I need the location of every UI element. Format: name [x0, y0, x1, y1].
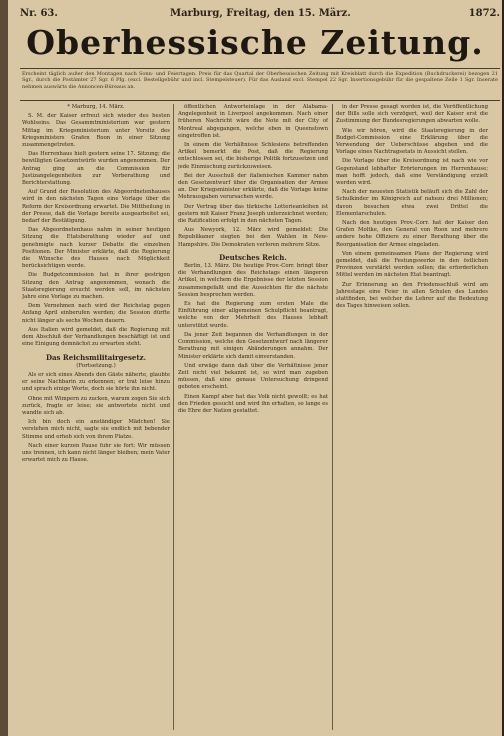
article-paragraph: In einem die Verhältnisse Schlesiens betreffenden Artikel bemerkt die Post, daß die Regierung entschlossen sei, die bisherige Politik fortzusetzen und jede Einmischung zurückzuweisen.: [178, 142, 328, 170]
article-paragraph: Das Abgeordnetenhaus nahm in seiner heutigen Sitzung die Etatsberathung wieder auf und genehmigte nach kurzer Debatte die einzelnen Positionen. Der Minister erklärte, daß die Regierung die Wünsche des Hauses nach Möglichkeit berücksichtigen werde.: [22, 227, 170, 270]
article-paragraph: in der Presse gesagt worden ist, die Veröffentlichung der Bills solle sich verzögert, weil der Kaiser erst die Zustimmung der Bundesregierungen abwarten wolle.: [336, 104, 488, 125]
article-paragraph: Nach einer kurzen Pause fuhr sie fort: Wir müssen uns trennen, ich kann nicht länger bleiben; mein Vater erwartet mich zu Hause.: [22, 442, 170, 464]
issue-place-date: Marburg, Freitag, den 15. März.: [170, 8, 351, 19]
section-subheading: (Fortsetzung.): [76, 362, 116, 369]
header-rule: [20, 100, 500, 101]
column-1: [22, 104, 170, 734]
column-divider: [332, 104, 333, 730]
section-heading: Das Reichsmilitairgesetz.: [45, 352, 147, 362]
newspaper-page: [8, 0, 502, 736]
article-paragraph: Aus Italien wird gemeldet, daß die Regierung mit dem Abschluß der Verhandlungen beschäftigt ist und eine Einigung demnächst zu erwarten steht.: [22, 326, 170, 348]
article-paragraph: Der Vertrag über das türkische Lotterieanleihen ist gestern mit Kaiser Franz Joseph unterzeichnet worden; die Ratification erfolgt in den nächsten Tagen.: [178, 203, 328, 225]
article-paragraph: Auf Grund der Resolution des Abgeordnetenhauses wird in den nächsten Tagen eine Vorlage über die Reform der Kreisordnung erwartet. Die Mittheilung in der Presse, daß die Vorlage bereits ausgearbeitet sei, bedarf der Bestätigung.: [22, 189, 170, 225]
article-paragraph: Zur Erinnerung an den Friedensschluß wird am Jahrestage eine Feier in allen Schulen des Landes stattfinden, bei welcher die Lehrer auf die Bedeutung des Tages hinweisen sollen.: [336, 281, 488, 310]
article-paragraph: Berlin, 13. März. Die heutige Prov.-Corr. bringt über die Verhandlungen des Reichstags einen längeren Artikel, in welchem die Ergebnisse der letzten Session zusammengefaßt und die Aussichten für die nächste Session besprochen werden.: [178, 263, 328, 298]
section-heading: Deutsches Reich.: [219, 252, 287, 262]
column-divider: [173, 104, 174, 730]
article-paragraph: Aus Newyork, 12. März wird gemeldet: Die Republikaner siegten bei den Wahlen in New-Hampshire. Die Demokraten verloren mehrere Sitze.: [178, 227, 328, 248]
subscription-notice: Erscheint täglich außer den Montagen nach Sonn- und Feiertagen. Preis für das Quartal der Oberhessischen Zeitung mit Kreisblatt durch die Expedition (Buchdruckerei) bezogen 21 Sgr., durch die Postämter 27 Sgr. 6 Pfg. (excl. Bestellgebühr und incl. Stempelsteuer). Für das Ausland excl. Stempel 22 Sgr. Insertionsgebühr für die gespaltene Zeile 1 Sgr. Inserate nehmen auswärts die Annoncen-Büreaus an.: [22, 71, 498, 90]
article-paragraph: Von einem gemeinsamen Plane der Regierung wird gemeldet, daß die Festungswerke in den östlichen Provinzen verstärkt werden sollen; die erforderlichen Mittel werden im nächsten Etat beantragt.: [336, 250, 488, 279]
article-paragraph: Als er sich eines Abends den Gäste näherte, glaubte er seine Nachbarin zu erkennen; er trat leise hinzu und sprach einige Worte, doch sie hörte ihn nicht.: [22, 371, 170, 393]
article-paragraph: Da jener Zeit begannen die Verhandlungen in der Commission, welche den Gesetzentwurf nach längerer Berathung mit einigen Abänderungen annahm. Der Minister erklärte sich damit einverstanden.: [178, 331, 328, 360]
article-paragraph: Die Vorlage über die Kreisordnung ist nach wie vor Gegenstand lebhafter Erörterungen im Herrenhause; man hofft jedoch, daß eine Verständigung erzielt werden wird.: [336, 158, 488, 187]
issue-year: 1872.: [468, 8, 500, 19]
article-paragraph: Dem Vernehmen nach wird der Reichstag gegen Anfang April einberufen werden; die Session dürfte nicht länger als sechs Wochen dauern.: [22, 303, 170, 324]
article-paragraph: Nach den heutigen Prov.-Corr. hat der Kaiser den Grafen Moltke, den General von Roon und mehrere andere hohe Offiziere zu einer Berathung über die Reorganisation der Armee eingeladen.: [336, 220, 488, 248]
issue-number: Nr. 63.: [20, 8, 58, 19]
article-paragraph: Das Herrenhaus hielt gestern seine 17. Sitzung; die bewilligten Gesetzentwürfe wurden angenommen. Der Antrag ging an die Commission für Justizangelegenheiten zur Vorberathung und Berichterstattung.: [22, 151, 170, 187]
article-paragraph: Wie wir hören, wird die Staatsregierung in der Budget-Commission eine Erklärung über die Verwendung der Ueberschüsse abgeben und die Vorlage eines Nachtragsetats in Aussicht stellen.: [336, 127, 488, 156]
newspaper-title: Oberhessische Zeitung.: [26, 23, 484, 62]
column-2: [178, 104, 328, 734]
article-paragraph: Die Budgetcommission hat in ihrer gestrigen Sitzung den Antrag angenommen, wonach die Staatsregierung ersucht werden soll, im nächsten Jahre eine Vorlage zu machen.: [22, 272, 170, 301]
column-3: [336, 104, 488, 734]
left-page-edge: [0, 0, 8, 736]
article-paragraph: Es hat die Regierung zum ersten Male die Einführung einer allgemeinen Schulpflicht beantragt, welche von der Mehrheit des Hauses lebhaft unterstützt wurde.: [178, 301, 328, 329]
article-paragraph: Bei der Ausschuß der italienischen Kammer nahm den Gesetzentwurf über die Organisation der Armee an. Der Kriegsminister erklärte, daß die Vorlage keine Mehrausgaben verursachen werde.: [178, 172, 328, 201]
article-paragraph: S. M. der Kaiser erfreut sich wieder des besten Wohlseins. Das Gesammtministerium war gestern Mittag im Kriegsministerium unter Vorsitz des Kriegsministers Grafen Roon in einer Sitzung zusammengetreten.: [22, 113, 170, 149]
article-paragraph: Ohne mit Wimpern zu zucken, warum zogen Sie sich zurück, fragte er leise; sie antwortete nicht und wandte sich ab.: [22, 395, 170, 416]
article-paragraph: öffentlichen Antworteinlage in der Alabama-Angelegenheit in Liverpool angekommen. Nach einer früheren Nachricht wäre die Note mit der City of Montreal abgegangen, welche eben in Queenstown eingetroffen ist.: [178, 104, 328, 139]
masthead-rule: [20, 68, 500, 69]
article-paragraph: Und erwäge dann daß über die Verhältnisse jener Zeit nicht viel bekannt ist, so wird man zugeben müssen, daß eine genaue Untersuchung dringend geboten erscheint.: [178, 362, 328, 391]
article-paragraph: Ich bin doch ein anständiger Mädchen! Sie verstehen mich nicht, sagte sie endlich mit bebender Stimme und erhob sich von ihrem Platze.: [22, 419, 170, 440]
article-paragraph: Nach der neuesten Statistik beläuft sich die Zahl der Schulkinder im Königreich auf nahezu drei Millionen; davon besuchen etwa zwei Drittel die Elementarschulen.: [336, 189, 488, 217]
article-paragraph: Einen Kampf aber hat das Volk nicht gewollt; es hat den Frieden gesucht und wird ihn erhalten, so lange es die Ehre der Nation gestattet.: [178, 393, 328, 414]
article-dateline: * Marburg, 14. März.: [67, 104, 125, 110]
